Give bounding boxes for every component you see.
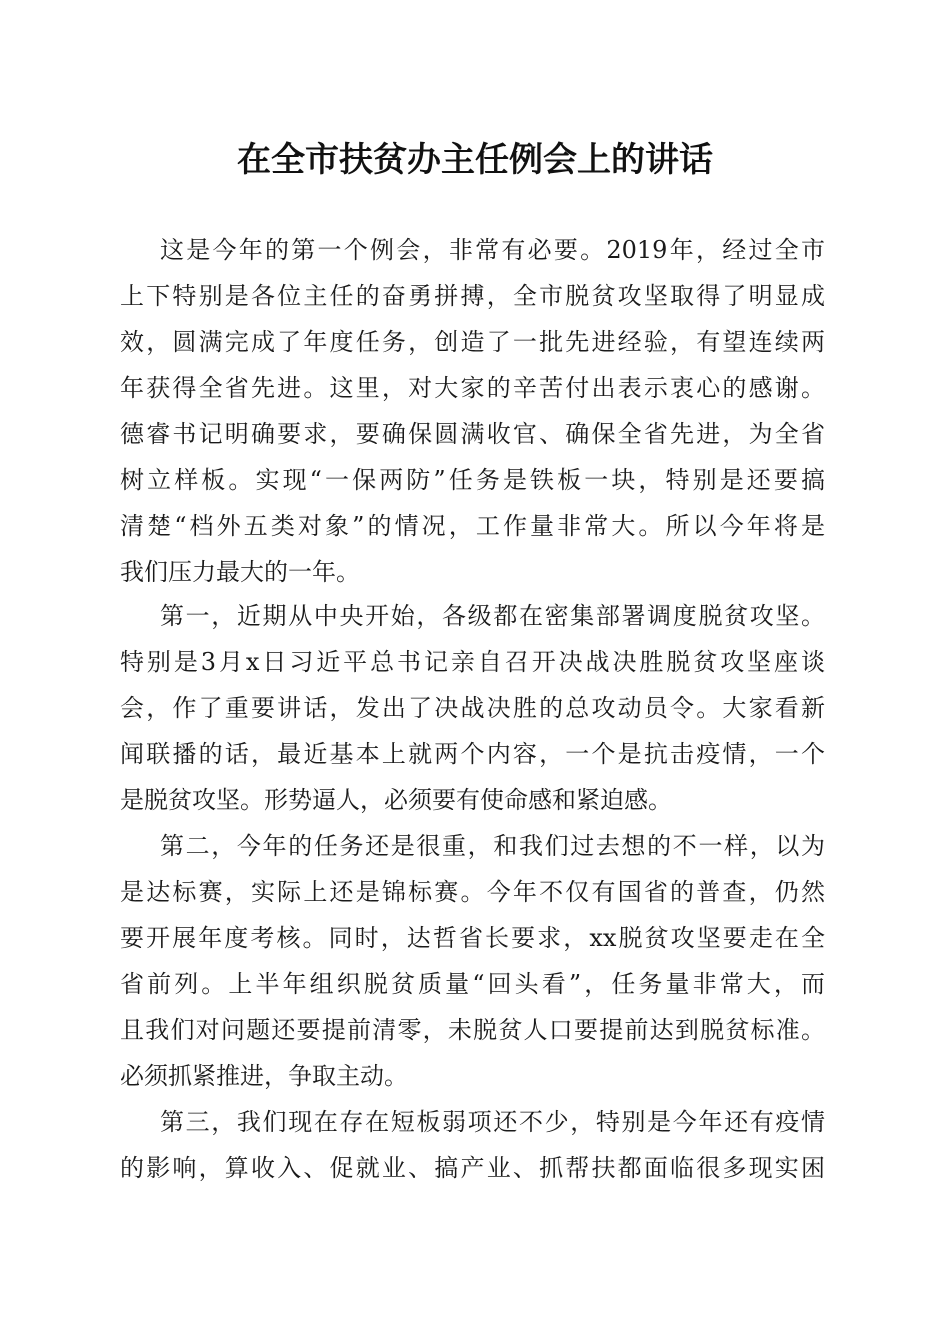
paragraph-line: 会，作了重要讲话，发出了决战决胜的总攻动员令。大家看新 xyxy=(120,694,825,722)
paragraph-line: 第二，今年的任务还是很重，和我们过去想的不一样，以为 xyxy=(160,832,825,860)
paragraph-line: 是脱贫攻坚。形势逼人，必须要有使命感和紧迫感。 xyxy=(120,786,672,814)
paragraph-line: 第一，近期从中央开始，各级都在密集部署调度脱贫攻坚。 xyxy=(160,602,825,630)
paragraph-line: 特别是3月x日习近平总书记亲自召开决战决胜脱贫攻坚座谈 xyxy=(120,648,825,676)
paragraph-line: 德睿书记明确要求，要确保圆满收官、确保全省先进，为全省 xyxy=(120,420,825,448)
paragraph-line: 年获得全省先进。这里，对大家的辛苦付出表示衷心的感谢。 xyxy=(120,374,825,402)
paragraph-line: 第三，我们现在存在短板弱项还不少，特别是今年还有疫情 xyxy=(160,1108,825,1136)
paragraph-line: 树立样板。实现“一保两防”任务是铁板一块，特别是还要搞 xyxy=(120,466,825,494)
paragraph-line: 效，圆满完成了年度任务，创造了一批先进经验，有望连续两 xyxy=(120,328,825,356)
paragraph-line: 要开展年度考核。同时，达哲省长要求，xx脱贫攻坚要走在全 xyxy=(120,924,825,952)
paragraph-line: 闻联播的话，最近基本上就两个内容，一个是抗击疫情，一个 xyxy=(120,740,825,768)
paragraph-line: 省前列。上半年组织脱贫质量“回头看”，任务量非常大，而 xyxy=(120,970,825,998)
paragraph-line: 我们压力最大的一年。 xyxy=(120,558,360,586)
paragraph-line: 是达标赛，实际上还是锦标赛。今年不仅有国省的普查，仍然 xyxy=(120,878,825,906)
paragraph-line: 必须抓紧推进，争取主动。 xyxy=(120,1062,408,1090)
paragraph-line: 这是今年的第一个例会，非常有必要。2019年，经过全市 xyxy=(160,236,825,264)
paragraph-line: 清楚“档外五类对象”的情况，工作量非常大。所以今年将是 xyxy=(120,512,825,540)
paragraph-line: 且我们对问题还要提前清零，未脱贫人口要提前达到脱贫标准。 xyxy=(120,1016,825,1044)
document-title: 在全市扶贫办主任例会上的讲话 xyxy=(237,140,713,180)
paragraph-line: 上下特别是各位主任的奋勇拼搏，全市脱贫攻坚取得了明显成 xyxy=(120,282,825,310)
paragraph-line: 的影响，算收入、促就业、搞产业、抓帮扶都面临很多现实困 xyxy=(120,1154,825,1182)
